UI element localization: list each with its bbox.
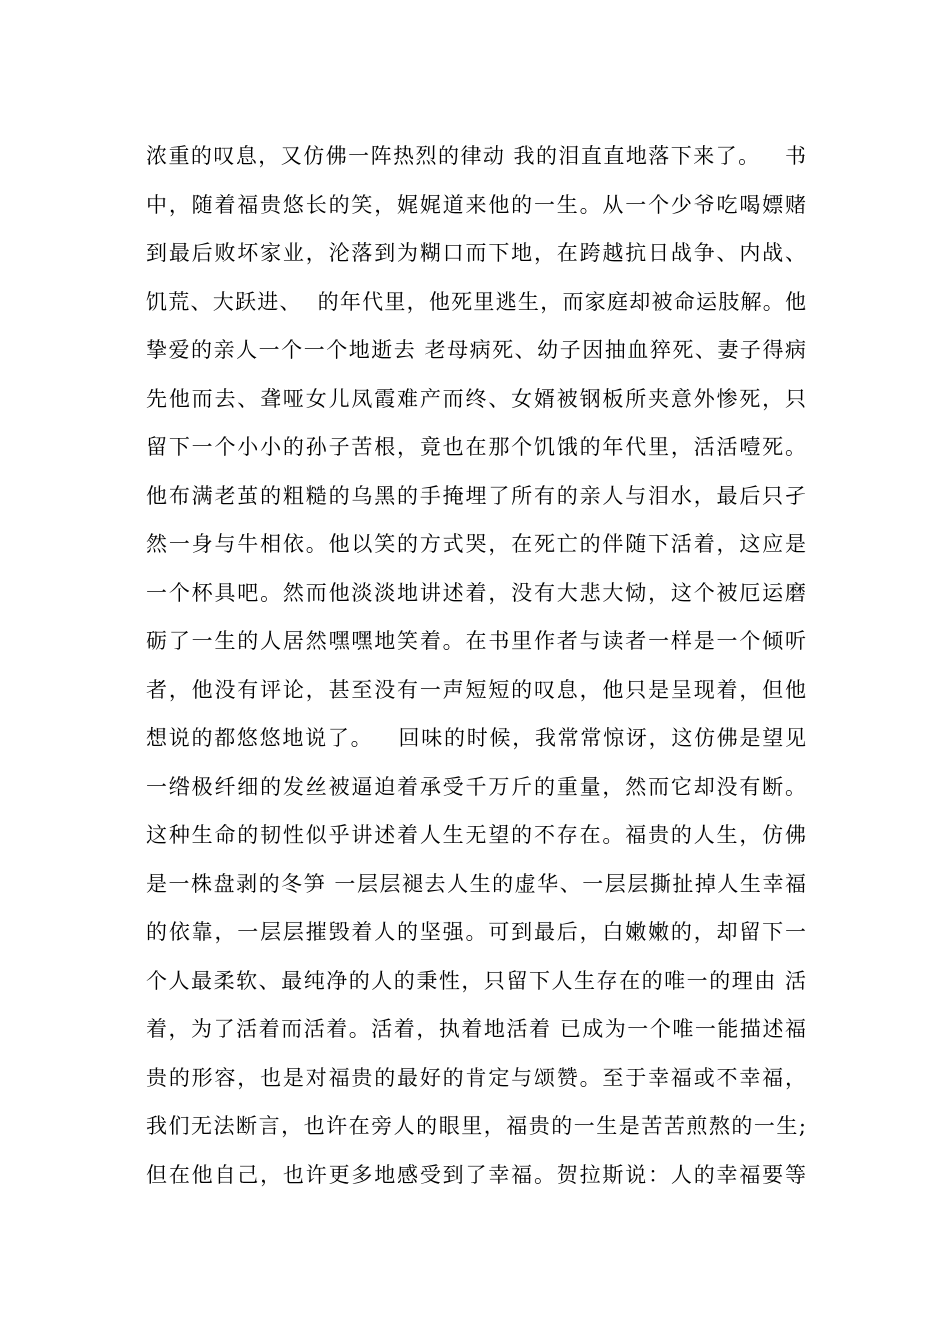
text-line: 贵的形容，也是对福贵的最好的肯定与颂赞。至于幸福或不幸福， [146, 1065, 806, 1090]
text-line: 砺了一生的人居然嘿嘿地笑着。在书里作者与读者一样是一个倾听 [146, 629, 806, 653]
text-line: 先他而去、聋哑女儿凤霞难产而终、女婿被钢板所夹意外惨死，只 [146, 386, 806, 411]
text-line: 到最后败坏家业，沦落到为糊口而下地，在跨越抗日战争、内战、 [146, 241, 806, 265]
text-line: 个人最柔软、最纯净的人的秉性，只留下人生存在的唯一的理由 活 [146, 968, 806, 993]
text-line: 这种生命的韧性似乎讲述着人生无望的不存在。福贵的人生，仿佛 [146, 823, 806, 847]
text-line: 然一身与牛相依。他以笑的方式哭，在死亡的伴随下活着，这应是 [146, 532, 806, 556]
text-line: 但在他自己，也许更多地感受到了幸福。贺拉斯说：人的幸福要等 [146, 1162, 806, 1187]
text-line: 着，为了活着而活着。活着，执着地活着 已成为一个唯一能描述福 [146, 1017, 806, 1041]
text-line: 者，他没有评论，甚至没有一声短短的叹息，他只是呈现着，但他 [146, 677, 806, 702]
body-text [146, 132, 806, 1199]
text-line: 留下一个小小的孙子苦根，竟也在那个饥饿的年代里，活活噎死。 [146, 435, 806, 459]
text-line: 中，随着福贵悠长的笑，娓娓道来他的一生。从一个少爷吃喝嫖赌 [146, 192, 806, 217]
text-line: 挚爱的亲人一个一个地逝去 老母病死、幼子因抽血猝死、妻子得病 [146, 338, 806, 362]
text-line: 的依靠，一层层摧毁着人的坚强。可到最后，白嫩嫩的，却留下一 [146, 920, 806, 944]
text-line: 一个杯具吧。然而他淡淡地讲述着，没有大悲大恸，这个被厄运磨 [146, 580, 806, 605]
text-line: 是一株盘剥的冬笋 一层层褪去人生的虚华、一层层撕扯掉人生幸福 [146, 871, 806, 896]
text-line: 浓重的叹息，又仿佛一阵热烈的律动 我的泪直直地落下来了。 书 [146, 144, 806, 168]
text-line: 想说的都悠悠地说了。 回味的时候，我常常惊讶，这仿佛是望见 [146, 726, 806, 750]
text-line: 我们无法断言，也许在旁人的眼里，福贵的一生是苦苦煎熬的一生; [146, 1114, 806, 1138]
text-line: 饥荒、大跃进、 的年代里，他死里逃生，而家庭却被命运肢解。他 [146, 289, 806, 314]
text-line: 他布满老茧的粗糙的乌黑的手掩埋了所有的亲人与泪水，最后只孑 [146, 483, 806, 508]
text-line: 一绺极纤细的发丝被逼迫着承受千万斤的重量，然而它却没有断。 [146, 774, 806, 799]
